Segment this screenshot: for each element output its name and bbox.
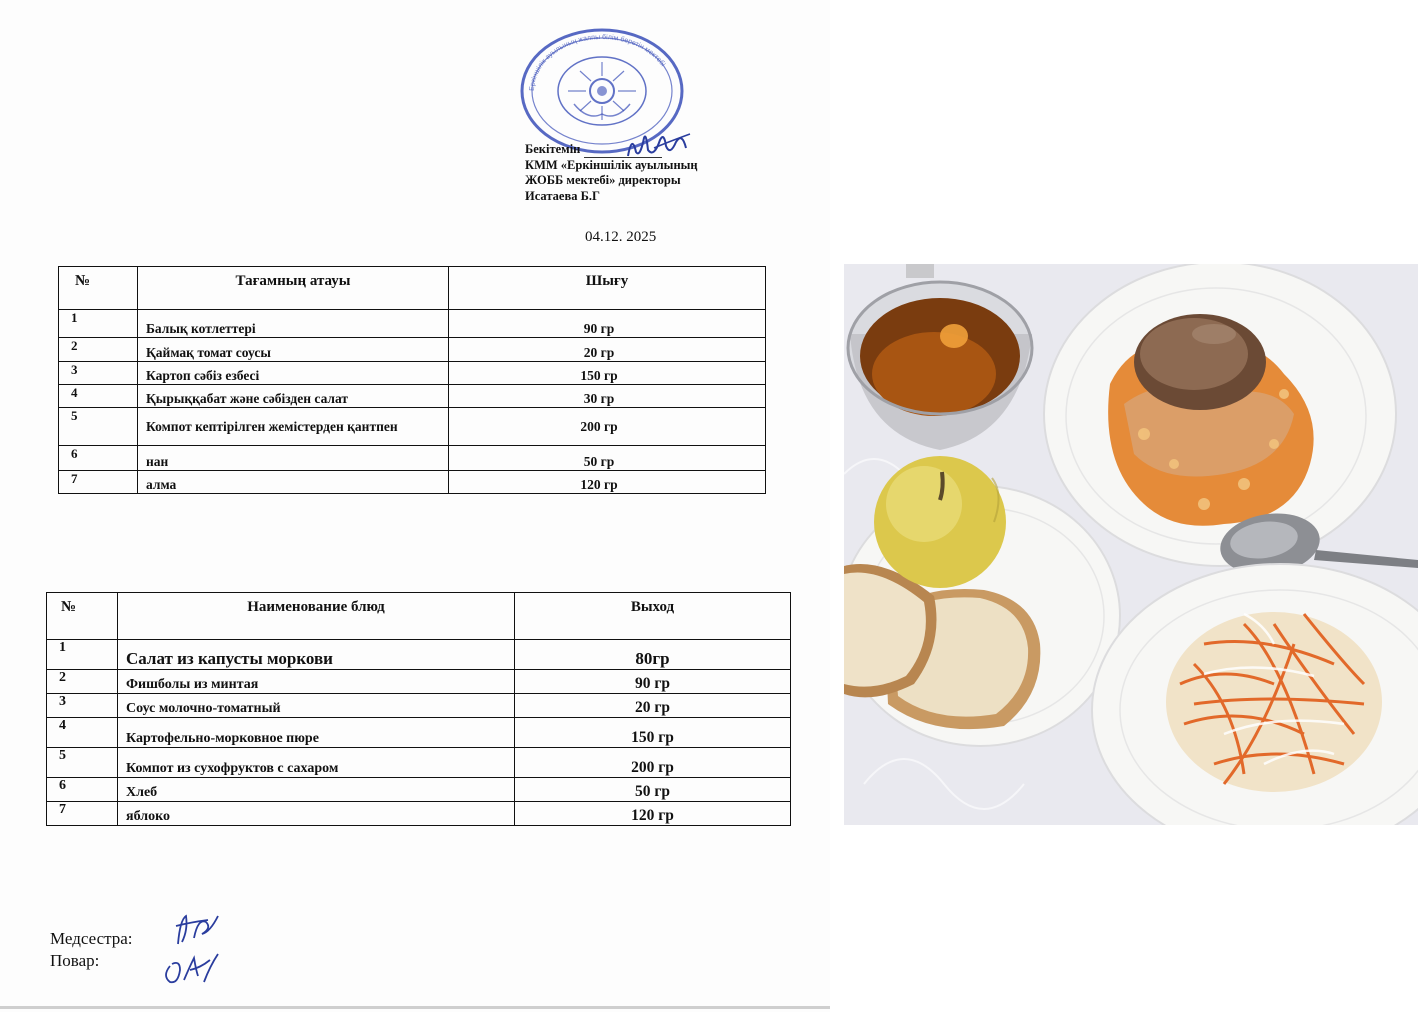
director-name: Исатаева Б.Г	[525, 188, 600, 203]
row-dish-name: Соус молочно-томатный	[118, 694, 515, 718]
row-portion: 50 гр	[515, 778, 791, 802]
header-portion: Шығу	[449, 267, 766, 310]
row-dish-name: яблоко	[118, 802, 515, 826]
header-dish-name: Тағамның атауы	[138, 267, 449, 310]
row-number: 3	[59, 362, 138, 385]
signatures-block	[50, 928, 133, 972]
menu-date: 04.12. 2025	[585, 229, 657, 245]
row-portion: 200 гр	[515, 748, 791, 778]
row-dish-name: Қырыққабат және сәбізден салат	[138, 385, 449, 408]
stamp-text: Еркіншілік ауылының жалпы білім беретін мектебі	[528, 33, 667, 92]
table-row	[59, 362, 766, 385]
table-row	[47, 718, 791, 748]
nurse-signature	[168, 910, 232, 950]
row-number: 6	[59, 446, 138, 471]
header-number: №	[59, 267, 138, 310]
table-row	[59, 385, 766, 408]
row-number: 4	[47, 718, 118, 748]
row-dish-name: Картофельно-морковное пюре	[118, 718, 515, 748]
header-dish-name: Наименование блюд	[118, 593, 515, 640]
cook-label: Повар:	[50, 951, 100, 970]
table-header-row	[59, 267, 766, 310]
row-number: 5	[47, 748, 118, 778]
main-plate	[1044, 264, 1396, 566]
row-portion: 200 гр	[580, 418, 618, 434]
row-portion: 120 гр	[580, 477, 618, 492]
row-dish-name: Қаймақ томат соусы	[138, 338, 449, 362]
page-edge	[0, 1006, 830, 1009]
menu-table-russian	[46, 592, 791, 826]
row-dish-name: Салат из капусты моркови	[118, 640, 515, 670]
table-row	[59, 310, 766, 338]
row-number: 5	[59, 408, 138, 446]
row-number: 1	[47, 640, 118, 670]
row-portion: 90 гр	[583, 321, 615, 336]
header-portion: Выход	[515, 593, 791, 640]
row-dish-name: Компот кептірілген жемістерден қантпен	[138, 408, 449, 446]
table-row	[47, 778, 791, 802]
row-dish-name: Хлеб	[118, 778, 515, 802]
row-number: 2	[47, 670, 118, 694]
approve-label: Бекітемін	[525, 142, 581, 156]
apple	[874, 456, 1006, 588]
row-dish-name: нан	[138, 446, 449, 471]
table-row	[47, 640, 791, 670]
table-row	[59, 471, 766, 494]
row-portion: 20 гр	[583, 345, 615, 360]
row-number: 6	[47, 778, 118, 802]
row-portion: 150 гр	[580, 368, 618, 383]
row-number: 7	[59, 471, 138, 494]
row-dish-name: Фишболы из минтая	[118, 670, 515, 694]
row-number: 4	[59, 385, 138, 408]
table-row	[59, 446, 766, 471]
row-number: 3	[47, 694, 118, 718]
cook-signature	[160, 946, 222, 988]
row-dish-name: алма	[138, 471, 449, 494]
table-row	[59, 408, 766, 446]
row-portion: 20 гр	[515, 694, 791, 718]
table-row	[59, 338, 766, 362]
table-row	[47, 748, 791, 778]
menu-table-kazakh	[58, 266, 766, 494]
table-header-row	[47, 593, 791, 640]
row-portion: 90 гр	[515, 670, 791, 694]
row-dish-name: Картоп сәбіз езбесі	[138, 362, 449, 385]
row-portion: 30 гр	[583, 391, 615, 406]
table-row	[47, 802, 791, 826]
org-line-2: ЖОББ мектебі» директоры	[525, 173, 681, 187]
row-dish-name: Балық котлеттері	[138, 310, 449, 338]
signature-line	[584, 145, 662, 158]
header-number: №	[47, 593, 118, 640]
table-row	[47, 694, 791, 718]
nurse-label: Медсестра:	[50, 929, 133, 948]
row-portion: 50 гр	[583, 454, 615, 469]
meal-photo	[844, 264, 1418, 825]
row-number: 2	[59, 338, 138, 362]
row-portion: 150 гр	[515, 718, 791, 748]
row-dish-name: Компот из сухофруктов с сахаром	[118, 748, 515, 778]
org-line-1: КММ «Еркіншілік ауылының	[525, 157, 698, 172]
row-number: 7	[47, 802, 118, 826]
row-portion: 80гр	[515, 640, 791, 670]
row-number: 1	[59, 310, 138, 338]
table-row	[47, 670, 791, 694]
approval-block	[525, 142, 698, 204]
row-portion: 120 гр	[515, 802, 791, 826]
